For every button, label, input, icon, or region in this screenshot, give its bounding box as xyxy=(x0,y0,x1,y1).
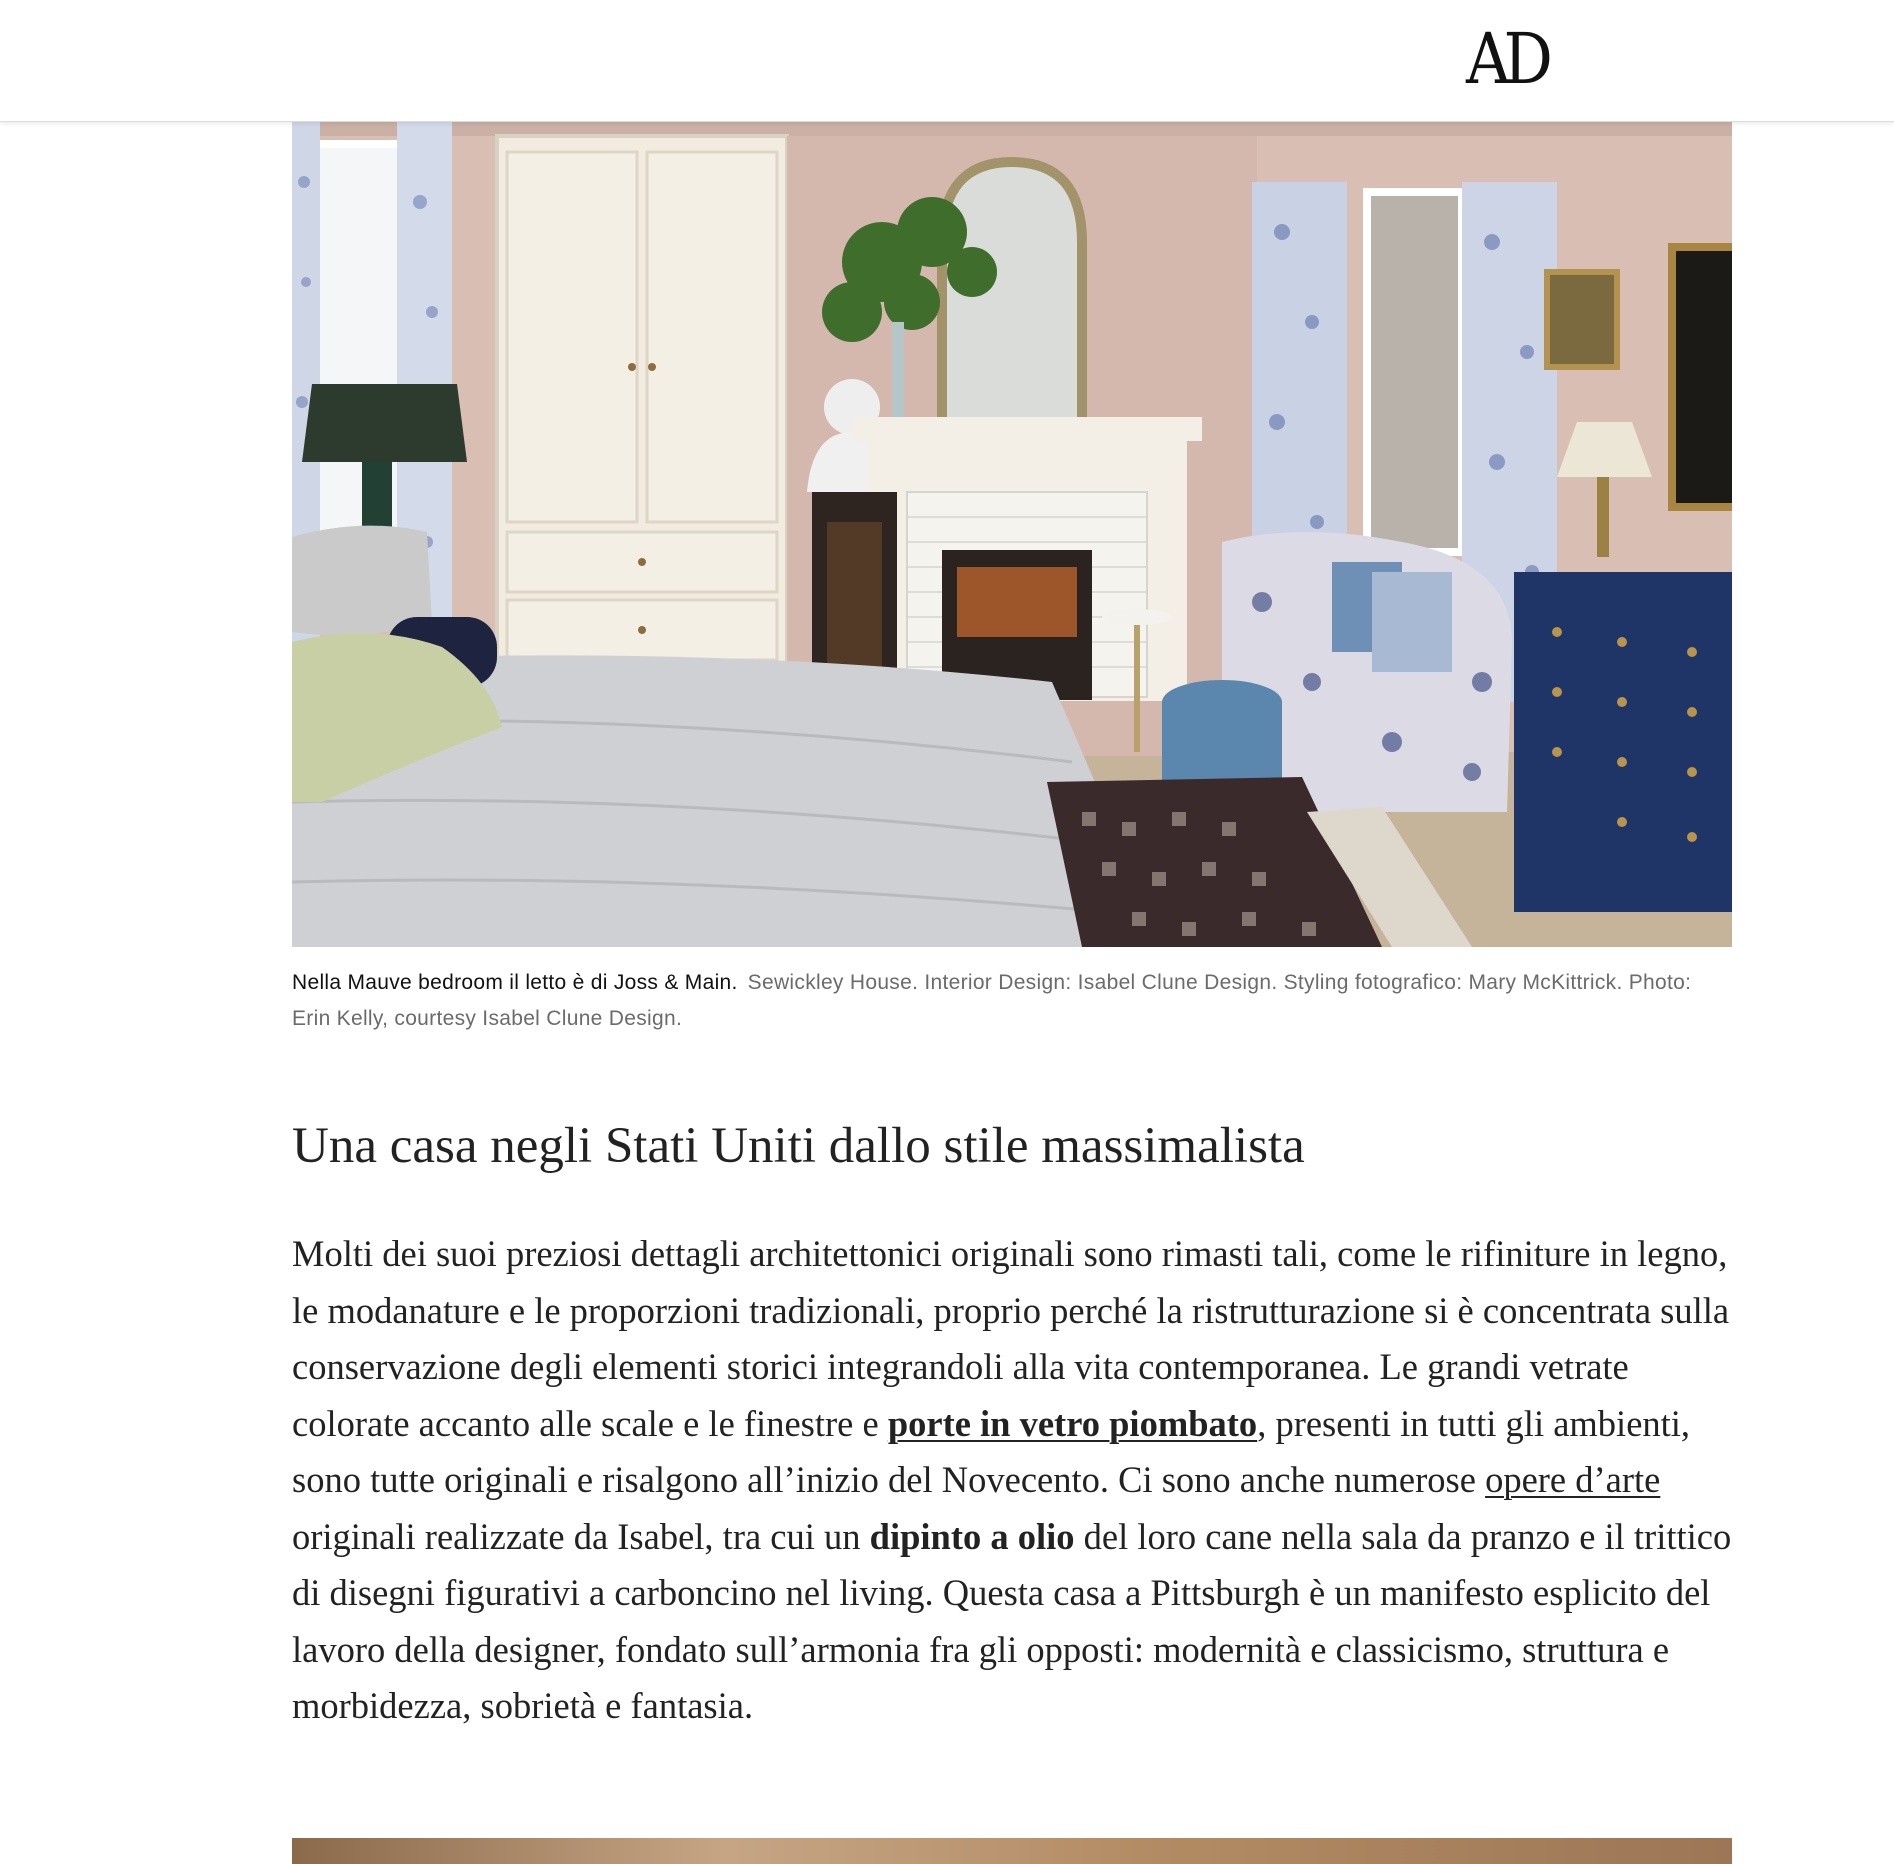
caption-lead: Nella Mauve bedroom il letto è di Joss & Main. xyxy=(292,971,738,994)
photo-caption xyxy=(292,965,1732,1037)
paragraph-text-1: Molti dei suoi preziosi dettagli architettonici originali sono rimasti tali, come le rifiniture in legno, le modanature e le proporzioni tradizionali, proprio perché la ristrutturazione si è concentrata sulla conservazione degli elementi storici integrandoli alla vita contemporanea. Le grandi vetrate colorate accanto alle scale e le finestre e xyxy=(292,1233,1730,1444)
leaded-glass-doors-link[interactable]: porte in vetro piombato xyxy=(887,1402,1258,1444)
bedroom-illustration xyxy=(292,122,1732,947)
caption-credit: Sewickley House. Interior Design: Isabel Clune Design. Styling fotografico: Mary McKittrick. Photo: Erin Kelly, courtesy Isabel Clune Design. xyxy=(292,971,1692,1030)
oil-painting-bold: dipinto a olio xyxy=(869,1515,1075,1557)
artworks-link[interactable]: opere d’arte xyxy=(1485,1459,1661,1500)
paragraph-text-4: del loro cane nella sala da pranzo e il trittico di disegni figurativi a carboncino nel living. Questa casa a Pittsburgh è un manifesto esplicito del lavoro della designer, fondato sull’armonia fra gli opposti: modernità e classicismo, struttura e morbidezza, sobrietà e fantasia. xyxy=(292,1515,1732,1726)
site-header xyxy=(0,0,1894,122)
bedroom-photo xyxy=(292,122,1732,947)
paragraph-text-3: originali realizzate da Isabel, tra cui un xyxy=(292,1515,870,1557)
article-paragraph xyxy=(292,1226,1742,1735)
ad-logo[interactable]: AD xyxy=(1466,18,1546,100)
paragraph-text-2: , presenti in tutti gli ambienti, sono tutte originali e risalgono all’inizio del Novecento. Ci sono anche numerose xyxy=(292,1402,1691,1500)
next-photo xyxy=(292,1838,1732,1864)
section-heading: Una casa negli Stati Uniti dallo stile massimalista xyxy=(292,1118,1305,1174)
